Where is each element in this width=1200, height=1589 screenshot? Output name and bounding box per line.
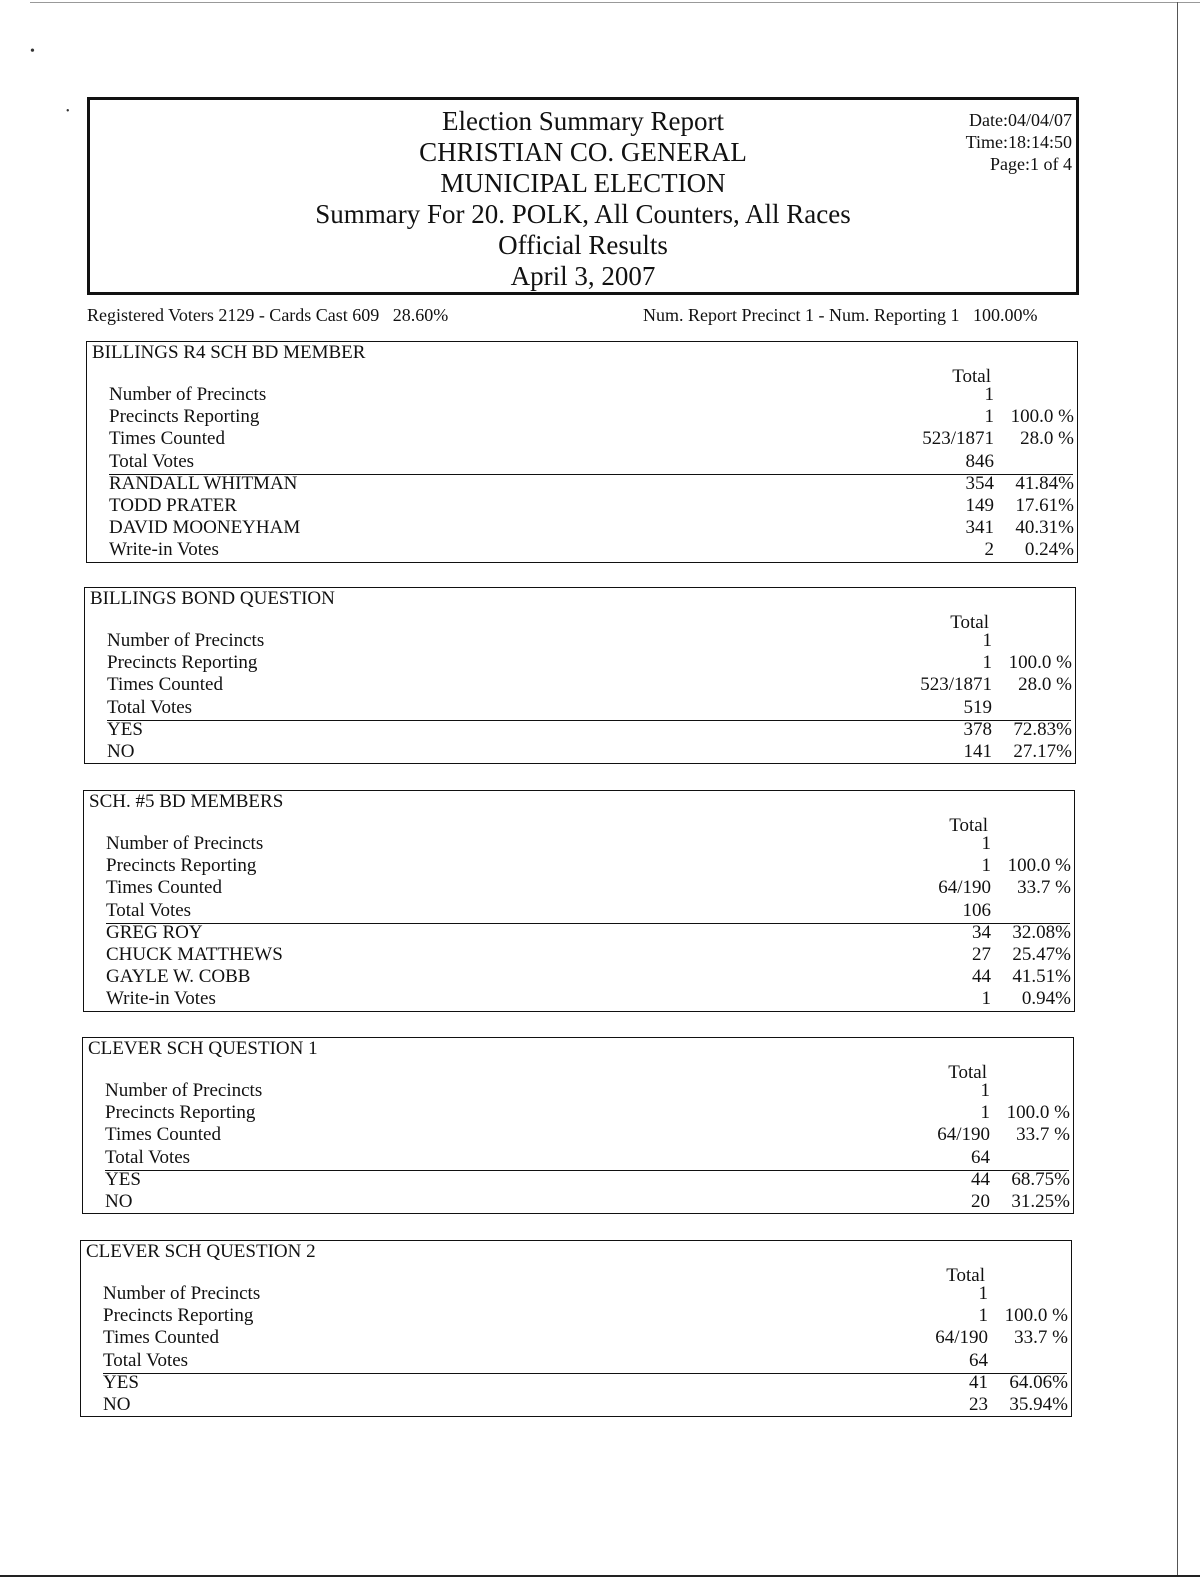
choice-row <box>106 922 1074 944</box>
stat-row <box>106 877 1074 899</box>
stat-row-label: Total Votes <box>103 1349 189 1371</box>
choice-row-label: NO <box>103 1394 131 1415</box>
stat-row <box>105 1124 1073 1146</box>
registered-voters-summary: Registered Voters 2129 - Cards Cast 609 28.60% <box>87 305 449 325</box>
stat-row <box>105 1080 1073 1102</box>
choice-row-percent: 35.94% <box>1009 1394 1068 1415</box>
stat-row-percent: 100.0 % <box>1008 652 1072 674</box>
report-date: Date:04/04/07 <box>969 110 1072 130</box>
stat-row <box>106 855 1074 877</box>
stat-row-percent: 100.0 % <box>1004 1305 1068 1327</box>
stat-row-label: Precincts Reporting <box>107 652 258 674</box>
choice-row-label: DAVID MOONEYHAM <box>109 517 301 539</box>
choice-row-percent: 0.94% <box>1021 988 1071 1010</box>
choice-row <box>106 944 1074 966</box>
stat-row-value: 1 <box>981 833 991 854</box>
stat-row-value: 523/1871 <box>922 428 994 450</box>
stat-row-percent: 100.0 % <box>1010 406 1074 428</box>
choice-row-label: YES <box>107 718 143 740</box>
stat-row-label: Times Counted <box>109 428 225 450</box>
choice-row-label: GAYLE W. COBB <box>106 966 251 988</box>
stat-row-label: Total Votes <box>106 899 192 921</box>
choice-row-percent: 32.08% <box>1012 921 1071 943</box>
stat-row-value: 1 <box>982 630 992 651</box>
choice-row-label: YES <box>105 1168 141 1190</box>
choice-row-label: YES <box>103 1371 139 1393</box>
stat-row <box>107 630 1075 652</box>
choice-row <box>107 741 1075 763</box>
choice-row-percent: 31.25% <box>1011 1191 1070 1212</box>
choice-row-label: GREG ROY <box>106 921 203 943</box>
stat-row-percent: 28.0 % <box>1018 674 1072 696</box>
choice-row-percent: 27.17% <box>1013 741 1072 762</box>
stat-row-value: 1 <box>984 406 994 428</box>
choice-row-value: 41 <box>969 1371 988 1393</box>
report-meta <box>966 109 1072 175</box>
choice-row-percent: 25.47% <box>1012 944 1071 965</box>
stat-row-value: 64/190 <box>937 1124 990 1146</box>
stat-row-label: Number of Precincts <box>107 630 265 651</box>
report-time: Time:18:14:50 <box>965 132 1072 152</box>
report-status: Official Results <box>498 230 668 260</box>
stat-row-label: Times Counted <box>105 1124 221 1146</box>
stat-row-percent: 33.7 % <box>1016 1124 1070 1146</box>
stat-row-label: Times Counted <box>103 1327 219 1349</box>
stat-row <box>103 1305 1071 1327</box>
choice-row-value: 44 <box>971 1168 990 1190</box>
stat-row-value: 1 <box>984 384 994 405</box>
stat-row-value: 64/190 <box>935 1327 988 1349</box>
race-title: BILLINGS R4 SCH BD MEMBER <box>92 342 366 363</box>
scan-top-edge <box>30 2 1200 3</box>
stat-row-label: Number of Precincts <box>106 833 264 854</box>
choice-row <box>106 988 1074 1010</box>
choice-row-value: 2 <box>984 539 994 561</box>
stat-row-value: 1 <box>978 1283 988 1304</box>
race-title: BILLINGS BOND QUESTION <box>90 588 335 609</box>
scan-right-edge <box>1177 2 1178 1577</box>
choice-row-label: Write-in Votes <box>106 988 216 1010</box>
precincts-reporting-summary: Num. Report Precinct 1 - Num. Reporting 1 100.00% <box>643 305 1038 325</box>
choice-row-value: 1 <box>981 988 991 1010</box>
stat-row-percent: 28.0 % <box>1020 428 1074 450</box>
choice-row-value: 378 <box>963 718 992 740</box>
stat-row-value: 64/190 <box>938 877 991 899</box>
total-column-header: Total <box>946 1265 985 1286</box>
stat-row-label: Precincts Reporting <box>109 406 260 428</box>
stat-row-value: 519 <box>963 696 992 718</box>
scan-bottom-edge <box>0 1575 1200 1577</box>
choice-row-percent: 17.61% <box>1015 495 1074 516</box>
choice-row-percent: 68.75% <box>1011 1168 1070 1190</box>
choice-row-percent: 40.31% <box>1015 517 1074 539</box>
choice-row-value: 141 <box>963 741 992 762</box>
stat-row-label: Precincts Reporting <box>106 855 257 877</box>
stat-row-value: 1 <box>980 1102 990 1124</box>
choice-row <box>107 719 1075 741</box>
choice-row-percent: 72.83% <box>1013 718 1072 740</box>
stat-row-label: Number of Precincts <box>109 384 267 405</box>
stat-row-value: 106 <box>962 899 991 921</box>
choice-row-percent: 41.84% <box>1015 472 1074 494</box>
stat-row-value: 1 <box>982 652 992 674</box>
scan-speck: • <box>30 44 35 59</box>
choice-row-label: Write-in Votes <box>109 539 219 561</box>
choice-row-label: TODD PRATER <box>109 495 237 516</box>
report-header <box>87 97 1079 295</box>
choice-row-value: 34 <box>972 921 991 943</box>
report-title: Election Summary Report <box>442 106 724 136</box>
choice-row-percent: 0.24% <box>1024 539 1074 561</box>
report-scope: Summary For 20. POLK, All Counters, All Races <box>315 199 851 229</box>
stat-row-value: 1 <box>980 1080 990 1101</box>
stat-row <box>103 1283 1071 1305</box>
total-column-header: Total <box>949 815 988 836</box>
stat-row-label: Precincts Reporting <box>105 1102 256 1124</box>
stat-row-label: Times Counted <box>107 674 223 696</box>
choice-row-label: CHUCK MATTHEWS <box>106 944 283 965</box>
stat-row <box>106 833 1074 855</box>
total-column-header: Total <box>948 1062 987 1083</box>
choice-row <box>105 1169 1073 1191</box>
stat-row-label: Times Counted <box>106 877 222 899</box>
stat-row-value: 1 <box>978 1305 988 1327</box>
stat-row <box>105 1102 1073 1124</box>
stat-row-label: Number of Precincts <box>103 1283 261 1304</box>
race-box <box>86 341 1078 563</box>
race-box <box>83 790 1075 1012</box>
race-title: SCH. #5 BD MEMBERS <box>89 791 284 812</box>
choice-row-value: 341 <box>965 517 994 539</box>
stat-row <box>109 406 1077 428</box>
stat-row-label: Precincts Reporting <box>103 1305 254 1327</box>
report-county: CHRISTIAN CO. GENERAL <box>419 137 747 167</box>
stat-row-percent: 33.7 % <box>1014 1327 1068 1349</box>
stat-row-value: 64 <box>971 1146 990 1168</box>
choice-row-label: RANDALL WHITMAN <box>109 472 298 494</box>
stat-row-label: Total Votes <box>105 1146 191 1168</box>
stat-row-percent: 100.0 % <box>1007 855 1071 877</box>
stat-row <box>109 428 1077 450</box>
stat-row-value: 523/1871 <box>920 674 992 696</box>
choice-row-label: NO <box>105 1191 133 1212</box>
stat-row-label: Number of Precincts <box>105 1080 263 1101</box>
choice-row-value: 20 <box>971 1191 990 1212</box>
report-election: MUNICIPAL ELECTION <box>440 168 726 198</box>
stat-row-value: 1 <box>981 855 991 877</box>
stat-row-percent: 100.0 % <box>1006 1102 1070 1124</box>
stat-row-label: Total Votes <box>107 696 193 718</box>
report-title-block <box>90 106 1076 292</box>
choice-row-value: 44 <box>972 966 991 988</box>
choice-row <box>103 1372 1071 1394</box>
choice-row-value: 23 <box>969 1394 988 1415</box>
race-box <box>82 1037 1074 1214</box>
choice-row-percent: 41.51% <box>1012 966 1071 988</box>
stat-row-label: Total Votes <box>109 450 195 472</box>
choice-row <box>109 495 1077 517</box>
stat-row <box>105 1147 1073 1169</box>
choice-row <box>109 517 1077 539</box>
stat-row-value: 64 <box>969 1349 988 1371</box>
stat-row <box>107 674 1075 696</box>
stat-row <box>107 697 1075 719</box>
scan-speck: • <box>66 106 70 117</box>
choice-row-value: 354 <box>965 472 994 494</box>
total-column-header: Total <box>952 366 991 387</box>
stat-row <box>103 1327 1071 1349</box>
choice-row <box>109 473 1077 495</box>
race-box <box>84 587 1076 764</box>
choice-row-label: NO <box>107 741 135 762</box>
race-title: CLEVER SCH QUESTION 1 <box>88 1038 318 1059</box>
report-election-date: April 3, 2007 <box>510 261 656 291</box>
stat-row <box>106 900 1074 922</box>
choice-row-value: 149 <box>965 495 994 516</box>
stat-row-value: 846 <box>965 450 994 472</box>
choice-row <box>106 966 1074 988</box>
choice-row <box>103 1394 1071 1416</box>
choice-row <box>109 539 1077 561</box>
stat-row <box>103 1350 1071 1372</box>
stat-row <box>109 451 1077 473</box>
race-title: CLEVER SCH QUESTION 2 <box>86 1241 316 1262</box>
report-page: Page:1 of 4 <box>990 154 1072 174</box>
stat-row <box>109 384 1077 406</box>
stat-row-percent: 33.7 % <box>1017 877 1071 899</box>
total-column-header: Total <box>950 612 989 633</box>
choice-row-percent: 64.06% <box>1009 1371 1068 1393</box>
race-box <box>80 1240 1072 1417</box>
choice-row-value: 27 <box>972 944 991 965</box>
choice-row <box>105 1191 1073 1213</box>
stat-row <box>107 652 1075 674</box>
